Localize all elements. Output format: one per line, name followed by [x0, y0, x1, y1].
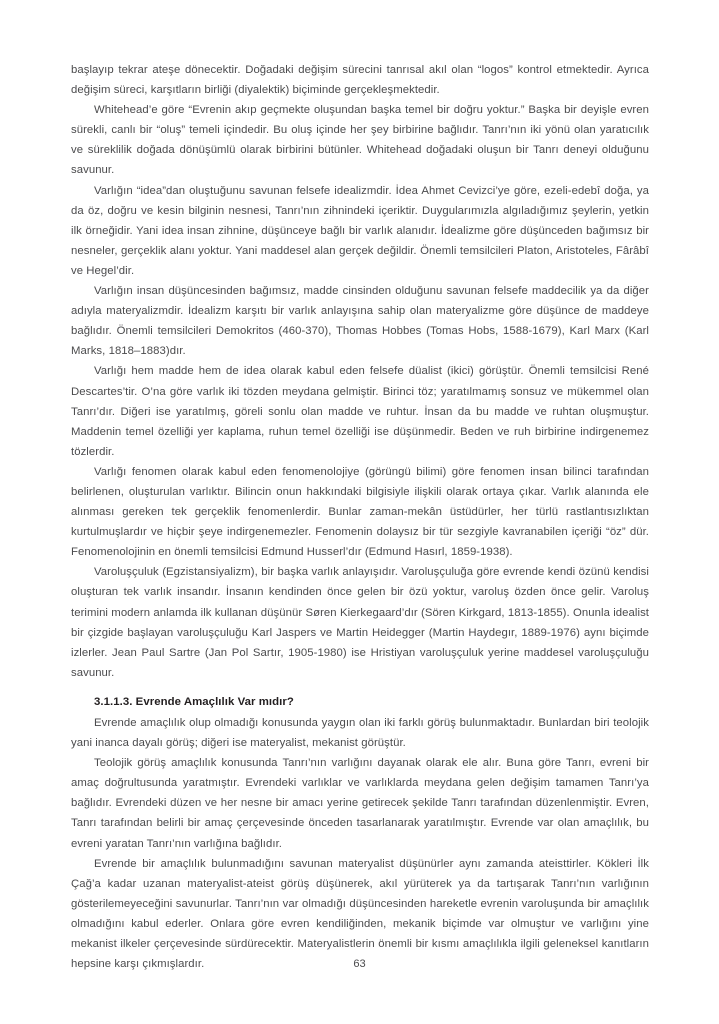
paragraph-idealizm: Varlığın “idea”dan oluştuğunu savunan felsefe idealizmdir. İdea Ahmet Cevizci’ye göre, ezeli-edebî doğa, ya da öz, doğru ve kesin bilginin nesnesi, Tanrı’nın zihnindeki içeriktir. Duygularımızla algıladığımız şeylerin, yetkin ilk örneğidir. Yani idea insan zihnine, düşünceye bağlı bir varlık alanıdır. İdealizme göre düşünceden bağımsız bir nesneler, gerçeklik alanı yoktur. Yani maddesel alan gerçek değildir. Önemli temsilcileri Platon, Aristoteles, Fârâbî ve Hegel’dir.: [71, 184, 649, 277]
page-number-folio: 63: [353, 958, 366, 970]
paragraph-continuation: başlayıp tekrar ateşe dönecektir. Doğadaki değişim sürecini tanrısal akıl olan “logos” kontrol etmektedir. Ayrıca değişim süreci, karşıtların birliği (diyalektik) biçiminde gerçekleşmektedir.: [71, 64, 649, 97]
section-heading-3-1-1-3: 3.1.1.3. Evrende Amaçlılık Var mıdır?: [94, 695, 294, 708]
paragraph-materyalist-gorus: Evrende bir amaçlılık bulunmadığını savunan materyalist düşünürler aynı zamanda ateisttirler. Kökleri İlk Çağ’a kadar uzanan materyalist-ateist görüş düşünerek, akıl yürüterek ya da tartışarak Tanrı’nın varlığının gösterilemeyeceğini savunurlar. Tanrı’nın var olmadığı düşüncesinden hareketle evrenin varoluşunda bir amaçlılık olmadığını kabul ederler. Onlara göre evren kendiliğinden, mekanik biçimde var olmuştur ve varlığını yine mekanist ilkeler çerçevesinde sürdürecektir. Materyalistlerin önemli bir kısmı amaçlılıkla ilgili geleneksel kanıtların hepsine karşı çıkmışlardır.: [71, 857, 649, 971]
paragraph-materyalizm: Varlığın insan düşüncesinden bağımsız, madde cinsinden olduğunu savunan felsefe maddecilik ya da diğer adıyla materyalizmdir. İdealizm karşıtı bir varlık anlayışına sahip olan materyalizme göre düşünce de maddeye bağlıdır. Önemli temsilcileri Demokritos (460-370), Thomas Hobbes (Tomas Hobs, 1588-1679), Karl Marx (Karl Marks, 1818–1883)dır.: [71, 285, 649, 358]
paragraph-teolojik-gorus: Teolojik görüş amaçlılık konusunda Tanrı’nın varlığını dayanak olarak ele alır. Buna göre Tanrı, evreni bir amaç doğrultusunda yaratmıştır. Evrendeki varlıklar ve varlıklarda meydana gelen değişim tamamen Tanrı’ya bağlıdır. Evrendeki düzen ve her nesne bir amacı yerine getirecek şekilde Tanrı tarafından düzenlenmiştir. Evren, Tanrı tarafından belirli bir amaç çerçevesinde önceden tasarlanarak yaratılmıştır. Evrende var olan amaçlılık, bu evreni yaratan Tanrı’nın varlığına bağlıdır.: [71, 757, 649, 850]
paragraph-amaclilik-intro: Evrende amaçlılık olup olmadığı konusunda yaygın olan iki farklı görüş bulunmaktadır. Bunlardan biri teolojik yani inanca dayalı görüş; diğeri ise materyalist, mekanist görüştür.: [71, 717, 649, 750]
heading-spacer-top: [71, 683, 649, 692]
page-text-column: [71, 60, 649, 974]
paragraph-varoluscululuk: Varoluşçuluk (Egzistansiyalizm), bir başka varlık anlayışıdır. Varoluşçuluğa göre evrende kendi özünü kendisi oluşturan tek varlık insandır. İnsanın kendinden önce gelen bir özü yoktur, varoluş özden önce gelir. Varoluş terimini modern anlamda ilk kullanan düşünür Søren Kierkegaard’dır (Sören Kirkgard, 1813-1855). Onunla idealist bir çizgide başlayan varoluşçuluğu Karl Jaspers ve Martin Heidegger (Martin Haydegır, 1889-1976) aynı biçimde izlerler. Jean Paul Sartre (Jan Pol Sartır, 1905-1980) ise Hristiyan varoluşçuluk yerine maddesel varoluşçuluğu savunur.: [71, 566, 649, 679]
paragraph-whitehead: Whitehead’e göre “Evrenin akıp geçmekte oluşundan başka temel bir doğru yoktur.” Başka bir deyişle evren sürekli, canlı bir “oluş” temeli içindedir. Bu oluş içinde her şey birbirine bağlıdır. Tanrı’nın iki yönü olan yaratıcılık ve süreklilik doğada dönüşümlü olarak birbirini bütünler. Whitehead doğadaki oluşun bir Tanrı deneyi olduğunu savunur.: [71, 104, 649, 177]
paragraph-dualizm: Varlığı hem madde hem de idea olarak kabul eden felsefe düalist (ikici) görüştür. Önemli temsilcisi René Descartes’tir. O’na göre varlık iki tözden meydana gelmiştir. Birinci töz; yaratılmamış sonsuz ve mükemmel olan Tanrı’dır. Diğeri ise yaratılmış, göreli sonlu olan madde ve ruhtur. İnsan da bu madde ve ruhtan oluşmuştur. Maddenin temel özelliği yer kaplama, ruhun temel özelliği ise düşünmedir. Beden ve ruh birbirine indirgenemez tözlerdir.: [71, 365, 649, 458]
paragraph-fenomenoloji: Varlığı fenomen olarak kabul eden fenomenolojiye (görüngü bilimi) göre fenomen insan bilinci tarafından belirlenen, oluşturulan varlıktır. Bilincin onun hakkındaki bilgisiyle ilişkili olarak ortaya çıkar. Varlık alanında ele alınması gereken tek gerçeklik fenomenlerdir. Bunlar zaman-mekân üstüdürler, her türlü rastlantısızlıktan kurtulmuşlardır ve hiçbir şeye indirgenemezler. Fenomenin dolaysız bir tür sezgiyle kavranabilen içeriği “öz” dür. Fenomenolojinin en önemli temsilcisi Edmund Husserl’dır (Edmund Hasırl, 1859-1938).: [71, 465, 649, 559]
